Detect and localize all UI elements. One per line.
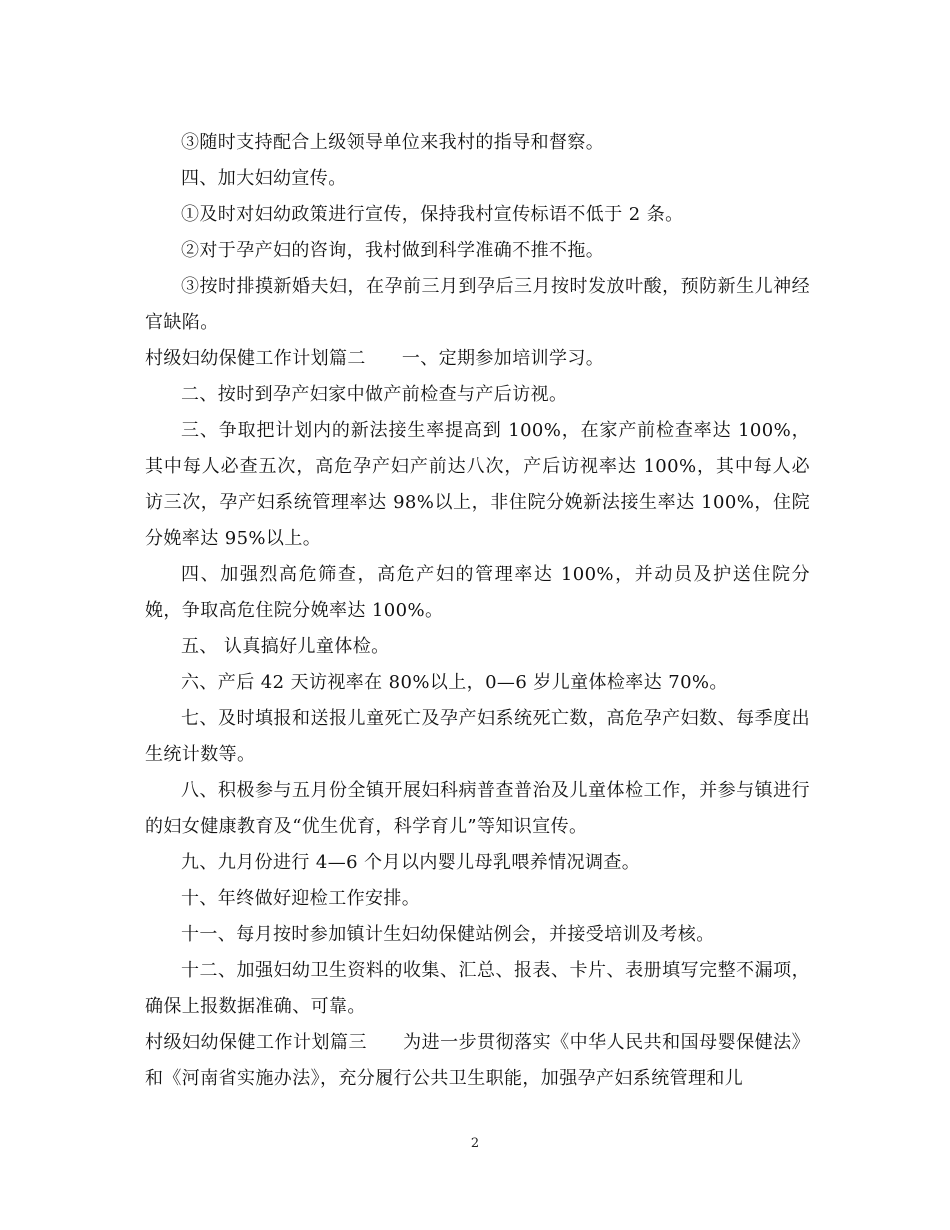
section-heading-4: 四、加大妇幼宣传。 (181, 168, 347, 189)
paragraph-14: 九、九月份进行 4—6 个月以内婴儿母乳喂养情况调查。 (181, 852, 641, 873)
paragraph-4: ②对于孕产妇的咨询，我村做到科学准确不推不拖。 (181, 240, 605, 261)
paragraph-13: 八、积极参与五月份全镇开展妇科病普查普治及儿童体检工作，并参与镇进行的妇女健康教育及“优生优育，科学育儿”等知识宣传。 (145, 780, 810, 837)
paragraph-8: 三、争取把计划内的新法接生率提高到 100%，在家产前检查率达 100%，其中每人必查五次，高危孕产妇产前达八次，产后访视率达 100%，其中每人必访三次，孕产妇系统管理率达 98%以上，非住院分娩新法接生率达 100%，住院分娩率达 95%以上。 (145, 420, 810, 549)
paragraph-12: 七、及时填报和送报儿童死亡及孕产妇系统死亡数，高危孕产妇数、每季度出生统计数等。 (145, 708, 810, 765)
paragraph-15: 十、年终做好迎检工作安排。 (181, 888, 421, 909)
paragraph-9: 四、加强烈高危筛查，高危产妇的管理率达 100%，并动员及护送住院分娩，争取高危住院分娩率达 100%。 (145, 564, 810, 621)
paragraph-3: ①及时对妇幼政策进行宣传，保持我村宣传标语不低于 2 条。 (181, 204, 684, 225)
paragraph-7: 二、按时到孕产妇家中做产前检查与产后访视。 (181, 384, 568, 405)
paragraph-1: ③随时支持配合上级领导单位来我村的指导和督察。 (181, 132, 605, 153)
plan-part-three-heading: 村级妇幼保健工作计划篇三 (145, 1032, 367, 1053)
plan-part-two-paragraph (145, 341, 810, 377)
paragraph-16: 十一、每月按时参加镇计生妇幼保健站例会，并接受培训及考核。 (181, 924, 715, 945)
paragraph-11: 六、产后 42 天访视率在 80%以上，0—6 岁儿童体检率达 70%。 (181, 672, 728, 693)
document-body (145, 125, 810, 1097)
paragraph-5: ③按时排摸新婚夫妇，在孕前三月到孕后三月按时发放叶酸，预防新生儿神经官缺陷。 (145, 276, 810, 333)
plan-part-two-text: 一、定期参加培训学习。 (401, 348, 605, 369)
plan-part-three-text: 为进一步贯彻落实《中华人民共和国母婴保健法》和《河南省实施办法》，充分履行公共卫生职能，加强孕产妇系统管理和儿 (145, 1032, 810, 1089)
paragraph-17: 十二、加强妇幼卫生资料的收集、汇总、报表、卡片、表册填写完整不漏项，确保上报数据准确、可靠。 (145, 960, 810, 1017)
page-number: 2 (470, 1136, 480, 1151)
plan-part-three-paragraph (145, 1025, 810, 1097)
paragraph-10: 五、 认真搞好儿童体检。 (181, 636, 390, 657)
plan-part-two-heading: 村级妇幼保健工作计划篇二 (145, 348, 366, 369)
